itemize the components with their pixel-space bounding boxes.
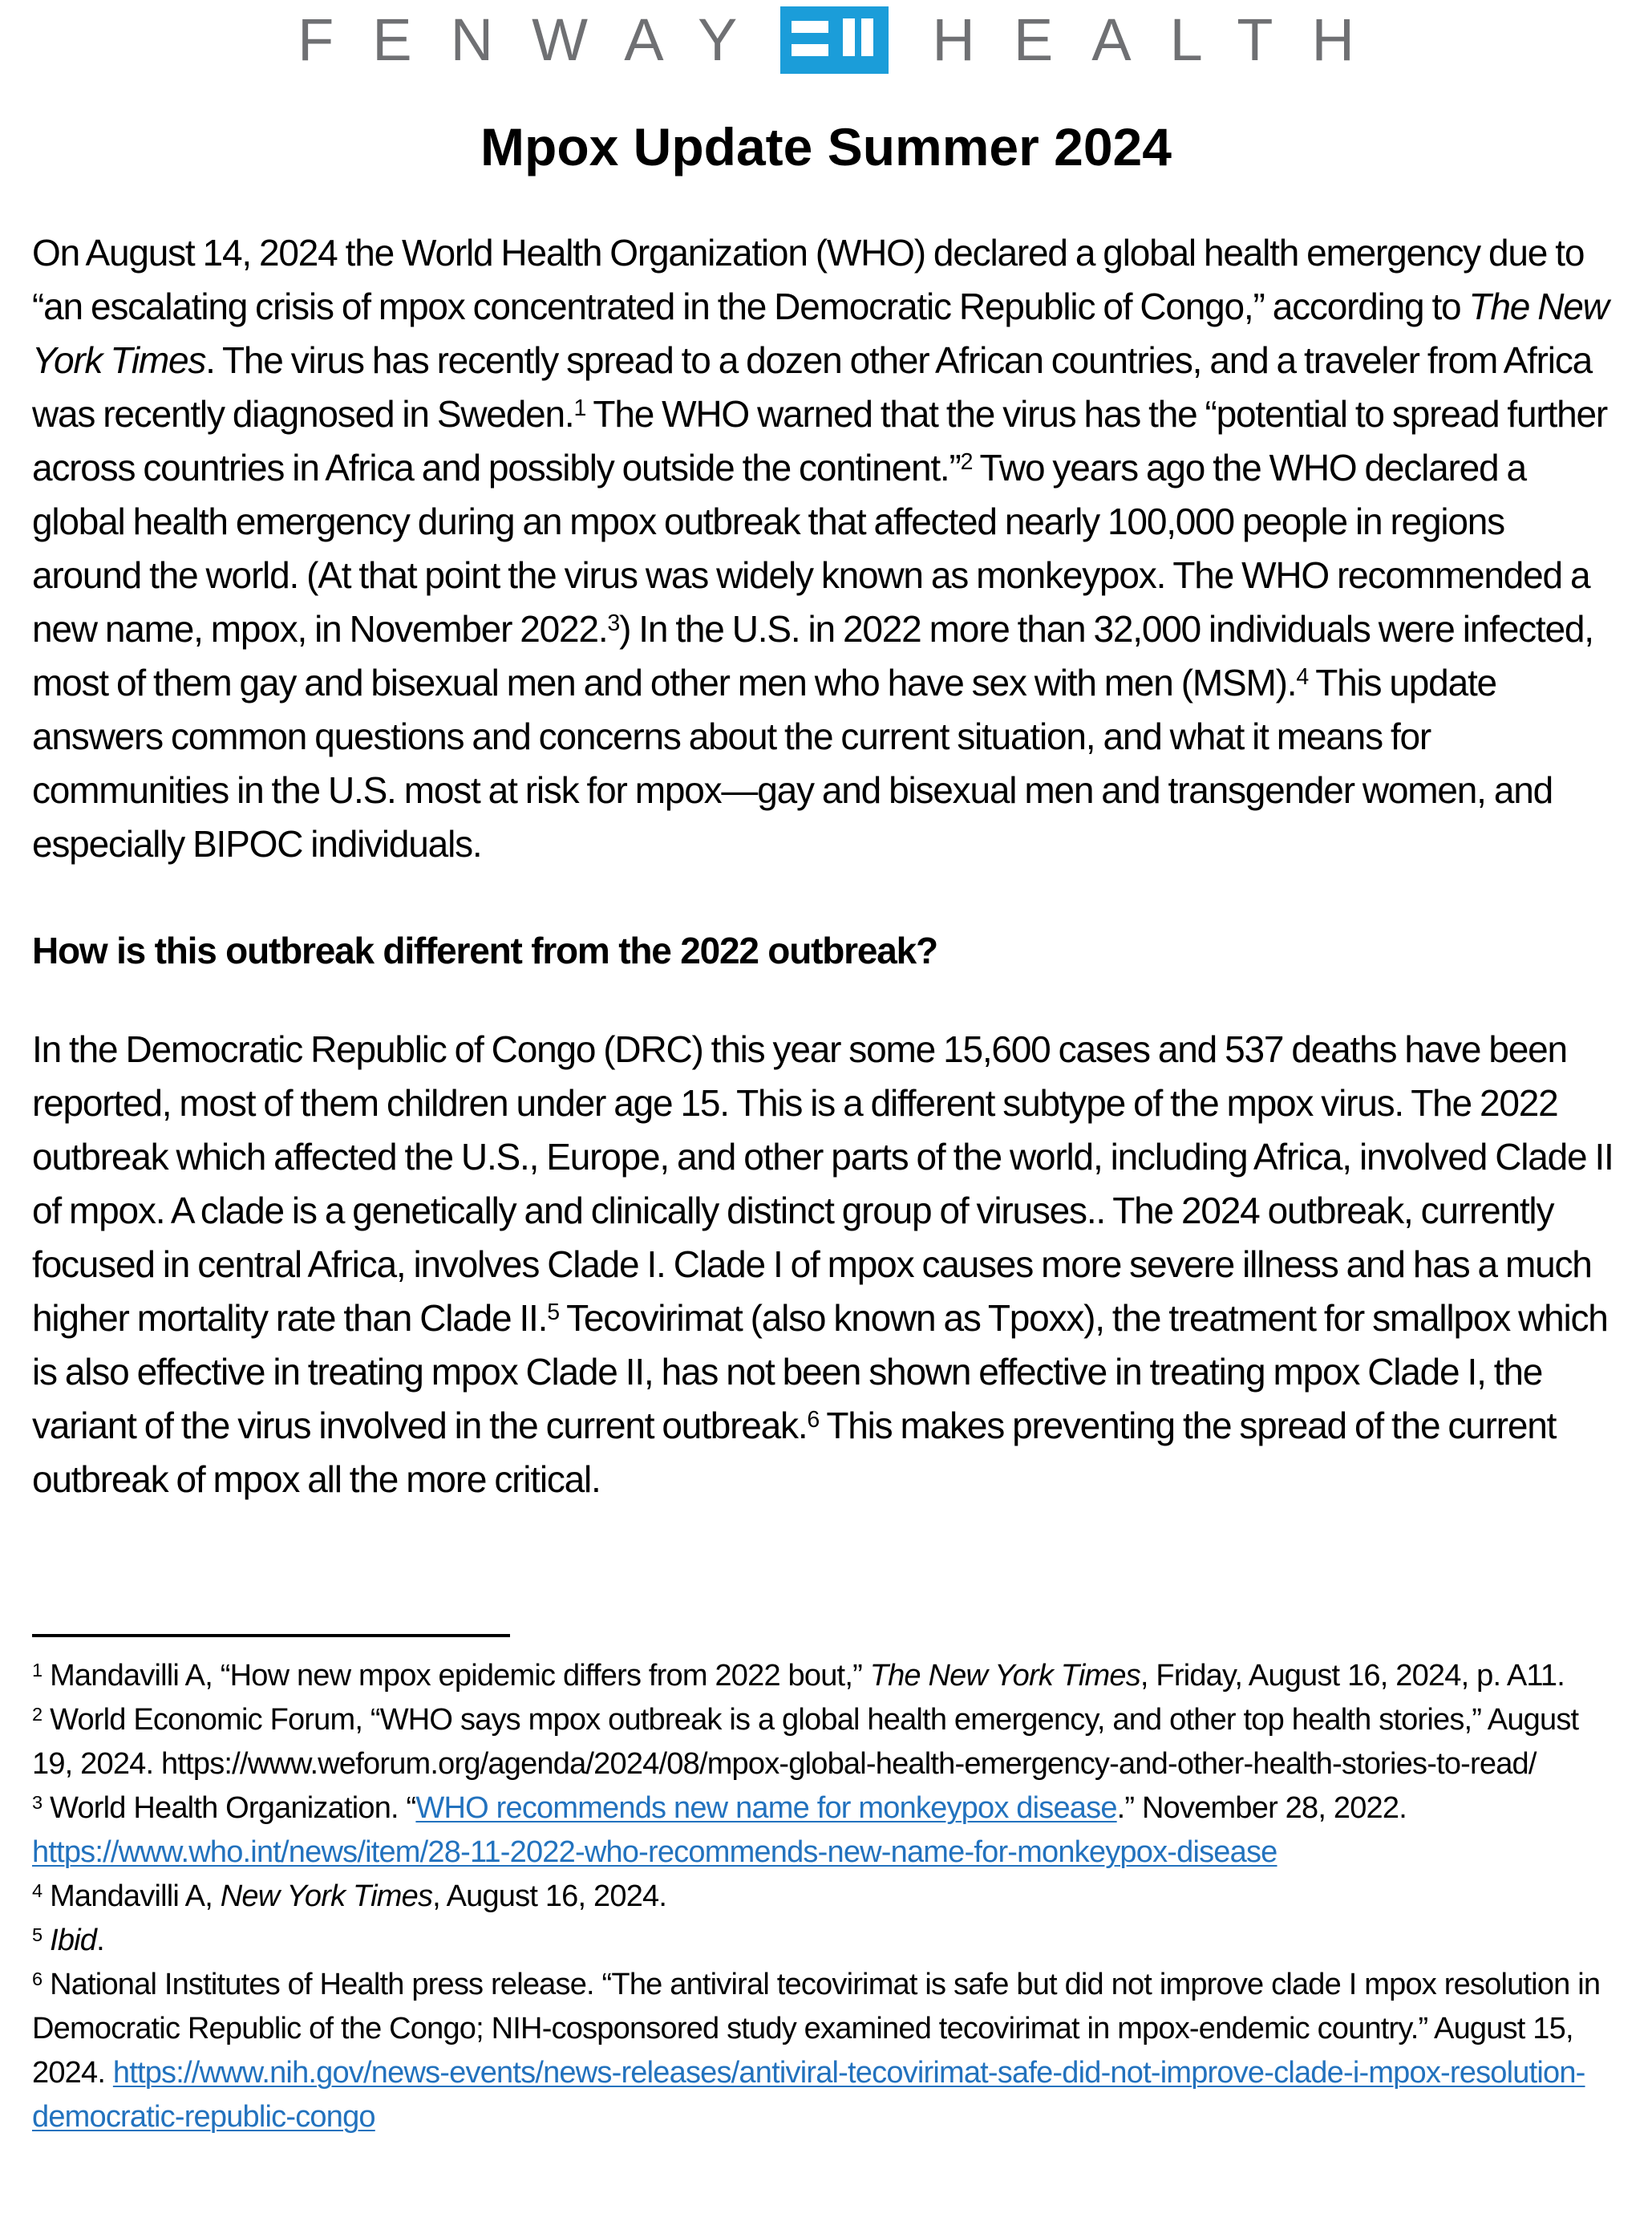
- intro-paragraph: [32, 226, 1618, 871]
- hyperlink[interactable]: WHO recommends new name for monkeypox disease: [415, 1791, 1117, 1825]
- footnote-text: [50, 1879, 666, 1913]
- logo-word-fenway: FENWAY: [298, 6, 776, 73]
- footnote-text: [32, 1791, 1407, 1869]
- footnote-text: [50, 1924, 104, 1957]
- text-run: , Friday, August 16, 2024, p. A11.: [1140, 1659, 1565, 1693]
- footnote-text: [32, 1968, 1600, 2134]
- fenway-health-logo-icon: [780, 6, 889, 74]
- logo-word-health: HEALTH: [932, 6, 1393, 73]
- text-run: The New York Times: [32, 286, 1609, 381]
- text-run: In the Democratic Republic of Congo (DRC) this year some 15,600 cases and 537 deaths have been reported, most of them children under age 15. This is a different subtype of the mpox virus. The 2022 outbreak which affected the U.S., Europe, and other parts of the world, including Africa, involved Clade II of mpox. A clade is a genetically and clinically distinct group of viruses.. The 2024 outbreak, currently focused in central Africa, involves Clade I. Clade I of mpox causes more severe illness and has a much higher mortality rate than Clade II.: [32, 1028, 1614, 1339]
- footnote-text: [32, 1703, 1578, 1781]
- text-run: Ibid: [50, 1924, 97, 1957]
- logo: [0, 6, 1652, 74]
- text-run: National Institutes of Health press release. “The antiviral tecovirimat is safe but did not improve clade I mpox resolution in Democratic Republic of the Congo; NIH-cosponsored study examined tecovirimat in mpox-endemic country.” August 15, 2024.: [32, 1968, 1601, 2090]
- text-run: ) In the U.S. in 2022 more than 32,000 individuals were infected, most of them gay and bisexual men and other men who have sex with men (MSM).: [32, 608, 1593, 703]
- text-run: This update answers common questions and concerns about the current situation, and what it means for communities in the U.S. most at risk for mpox—gay and bisexual men and transgender women, and especially BIPOC individuals.: [32, 662, 1553, 865]
- outbreak-paragraph: [32, 1023, 1618, 1506]
- footnote-number: 2: [32, 1703, 43, 1725]
- text-run: World Economic Forum, “WHO says mpox outbreak is a global health emergency, and other top health stories,” August 19, 2024. https://www.weforum.org/agenda/2024/08/mpox-global-health-emergency-and-other-health-stories-to-read/: [32, 1703, 1579, 1781]
- footnote-number: 6: [32, 1968, 43, 1989]
- superscript-ref: 6: [807, 1407, 820, 1433]
- footnote-2: [32, 1698, 1618, 1786]
- footnotes-section: [32, 1654, 1618, 2139]
- text-run: Mandavilli A,: [50, 1879, 221, 1913]
- section-heading: How is this outbreak different from the 2022 outbreak?: [32, 930, 937, 971]
- text-run: Mandavilli A, “How new mpox epidemic differs from 2022 bout,”: [50, 1659, 870, 1693]
- text-run: This makes preventing the spread of the current outbreak of mpox all the more critical.: [32, 1405, 1557, 1500]
- footnote-number: 1: [32, 1659, 43, 1681]
- hyperlink[interactable]: https://www.nih.gov/news-events/news-releases/antiviral-tecovirimat-safe-did-not-improve-clade-i-mpox-resolution-democratic-republic-congo: [32, 2056, 1585, 2134]
- superscript-ref: 5: [547, 1299, 559, 1326]
- footnote-number: 4: [32, 1879, 43, 1901]
- text-run: World Health Organization. “: [50, 1791, 416, 1825]
- text-run: New York Times: [220, 1879, 433, 1913]
- text-run: Tecovirimat (also known as Tpoxx), the treatment for smallpox which is also effective in treating mpox Clade II, has not been shown effective in treating mpox Clade I, the variant of the virus involved in the current outbreak.: [32, 1297, 1608, 1446]
- text-run: . The virus has recently spread to a dozen other African countries, and a traveler from Africa was recently diagnosed in Sweden.: [32, 339, 1593, 435]
- footnote-separator: [32, 1634, 510, 1637]
- footnote-1: [32, 1654, 1618, 1698]
- text-run: The New York Times: [869, 1659, 1140, 1693]
- logo-icon-vertical-bar: [843, 18, 855, 56]
- footnote-number: 3: [32, 1791, 43, 1813]
- logo-icon-vertical-bar: [861, 18, 873, 56]
- superscript-ref: 1: [573, 395, 586, 422]
- logo-icon-horizontal-bar: [792, 44, 828, 56]
- text-run: .” November 28, 2022.: [1116, 1791, 1407, 1825]
- footnote-3: [32, 1786, 1618, 1875]
- footnote-4: [32, 1875, 1618, 1919]
- superscript-ref: 3: [607, 610, 620, 637]
- text-run: Two years ago the WHO declared a global health emergency during an mpox outbreak that affected nearly 100,000 people in regions around the world. (At that point the virus was widely known as monkeypox. The WHO recommended a new name, mpox, in November 2022.: [32, 447, 1590, 650]
- text-run: On August 14, 2024 the World Health Organization (WHO) declared a global health emergency due to “an escalating crisis of mpox concentrated in the Democratic Republic of Congo,” according to: [32, 232, 1585, 327]
- superscript-ref: 2: [960, 449, 973, 476]
- text-run: , August 16, 2024.: [432, 1879, 667, 1913]
- footnote-6: [32, 1963, 1618, 2139]
- hyperlink[interactable]: https://www.who.int/news/item/28-11-2022-who-recommends-new-name-for-monkeypox-disease: [32, 1835, 1277, 1869]
- logo-icon-horizontal-bar: [792, 21, 828, 33]
- text-run: The WHO warned that the virus has the “potential to spread further across countries in Africa and possibly outside the continent.”: [32, 393, 1607, 489]
- document-title: Mpox Update Summer 2024: [480, 117, 1172, 176]
- superscript-ref: 4: [1296, 664, 1308, 691]
- footnote-5: [32, 1919, 1618, 1963]
- footnote-number: 5: [32, 1924, 43, 1945]
- footnote-text: [50, 1659, 1565, 1693]
- text-run: .: [96, 1924, 104, 1957]
